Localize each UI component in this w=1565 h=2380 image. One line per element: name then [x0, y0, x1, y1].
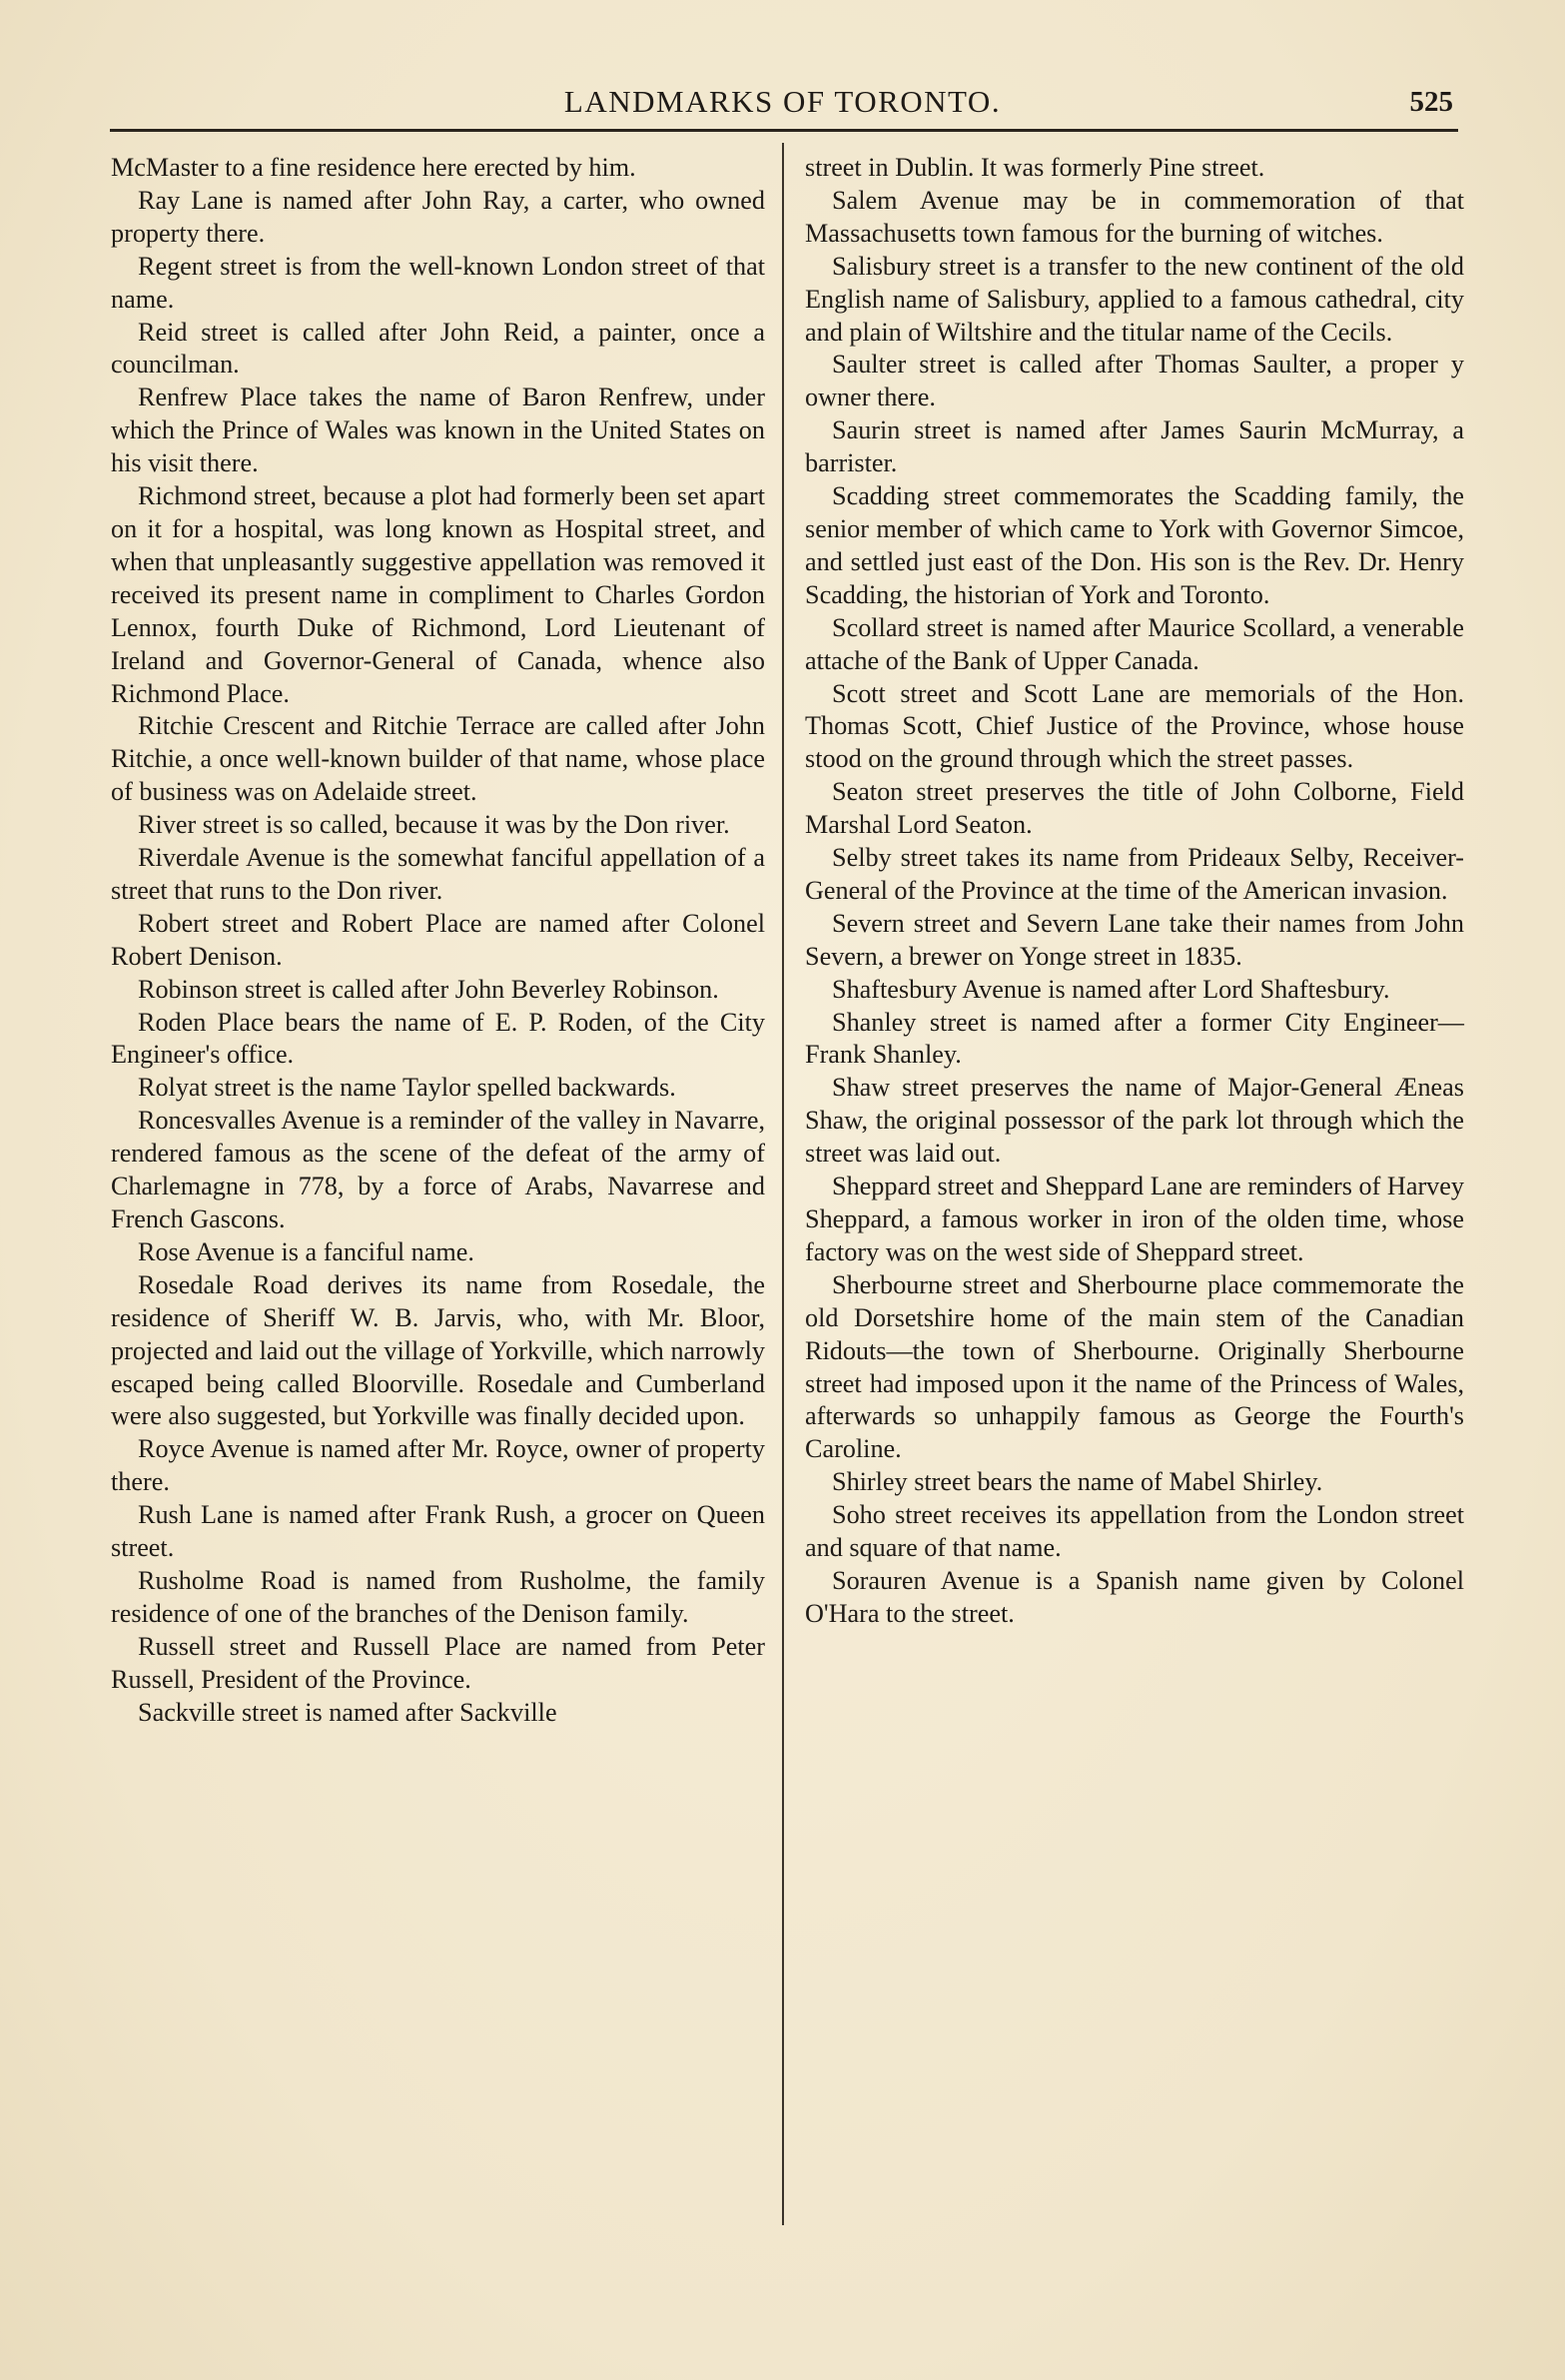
entry-richmond-street: Richmond street, because a plot had formerly been set apart on it for a hospital, was long known as Hospital street, and when that unpleasantly suggestive appellation was removed it received its present name in compliment to Charles Gordon Lennox, fourth Duke of Richmond, Lord Lieutenant of Ireland and Governor-General of Canada, whence also Richmond Place. — [111, 481, 765, 708]
entry-severn-street: Severn street and Severn Lane take their names from John Severn, a brewer on Yonge street in 1835. — [805, 908, 1464, 971]
entry-salem-avenue: Salem Avenue may be in commemoration of that Massachusetts town famous for the burning of witches. — [805, 185, 1464, 248]
entry-sheppard-street: Sheppard street and Sheppard Lane are reminders of Harvey Sheppard, a famous worker in iron of the olden time, whose factory was on the west side of Sheppard street. — [805, 1172, 1464, 1266]
entry-selby-street: Selby street takes its name from Prideaux Selby, Receiver-General of the Province at the time of the American invasion. — [805, 843, 1464, 905]
entry-royce-avenue: Royce Avenue is named after Mr. Royce, owner of property there. — [111, 1434, 765, 1497]
entry-river-street: River street is so called, because it was by the Don river. — [138, 810, 730, 840]
entry-rush-lane: Rush Lane is named after Frank Rush, a grocer on Queen street. — [111, 1500, 765, 1563]
paragraph-continuation: McMaster to a fine residence here erected by him. — [111, 153, 636, 182]
running-title: LANDMARKS OF TORONTO. — [563, 84, 1002, 119]
entry-shaw-street: Shaw street preserves the name of Major-General Æneas Shaw, the original possessor of the park lot through which the street was laid out. — [805, 1073, 1464, 1169]
entry-soho-street: Soho street receives its appellation from the London street and square of that name. — [805, 1500, 1464, 1563]
column-divider — [782, 143, 784, 2225]
entry-shanley-street: Shanley street is named after a former City Engineer—Frank Shanley. — [805, 1007, 1464, 1070]
left-column — [111, 152, 765, 1730]
entry-rolyat-street: Rolyat street is the name Taylor spelled backwards. — [138, 1073, 676, 1103]
entry-seaton-street: Seaton street preserves the title of John Colborne, Field Marshal Lord Seaton. — [805, 777, 1464, 840]
entry-sherbourne-street: Sherbourne street and Sherbourne place commemorate the old Dorsetshire home of the main stem of the Canadian Ridouts—the town of Sherbourne. Originally Sherbourne street had imposed upon it the name of the Princess of Wales, afterwards so unhappily famous as George the Fourth's Caroline. — [805, 1269, 1464, 1464]
header-rule — [110, 129, 1458, 132]
page-number: 525 — [1409, 86, 1453, 118]
paragraph-continuation: street in Dublin. It was formerly Pine street. — [805, 153, 1265, 182]
entry-salisbury-street: Salisbury street is a transfer to the new continent of the old English name of Salisbury, applied to a famous cathedral, city and plain of Wiltshire and the titular name of the Cecils. — [805, 251, 1464, 347]
entry-rusholme-road: Rusholme Road is named from Rusholme, the family residence of one of the branches of the Denison family. — [111, 1565, 765, 1628]
entry-reid-street: Reid street is called after John Reid, a painter, once a councilman. — [111, 317, 765, 380]
entry-saurin-street: Saurin street is named after James Saurin McMurray, a barrister. — [805, 415, 1464, 478]
entry-riverdale-avenue: Riverdale Avenue is the somewhat fanciful appellation of a street that runs to the Don river. — [111, 843, 765, 905]
entry-shirley-street: Shirley street bears the name of Mabel Shirley. — [832, 1467, 1323, 1497]
entry-sackville-street: Sackville street is named after Sackville — [138, 1697, 557, 1727]
entry-scott-street: Scott street and Scott Lane are memorials of the Hon. Thomas Scott, Chief Justice of the Province, whose house stood on the ground through which the street passes. — [805, 678, 1464, 774]
entry-regent-street: Regent street is from the well-known London street of that name. — [111, 251, 765, 314]
entry-russell-street: Russell street and Russell Place are named from Peter Russell, President of the Province. — [111, 1631, 765, 1694]
entry-rosedale-road: Rosedale Road derives its name from Rosedale, the residence of Sheriff W. B. Jarvis, who, with Mr. Bloor, projected and laid out the village of Yorkville, which narrowly escaped being called Bloorville. Rosedale and Cumberland were also suggested, but Yorkville was finally decided upon. — [111, 1269, 765, 1431]
entry-roncesvalles-avenue: Roncesvalles Avenue is a reminder of the valley in Navarre, rendered famous as the scene of the defeat of the army of Charlemagne in 778, by a force of Arabs, Navarrese and French Gascons. — [111, 1106, 765, 1233]
entry-robert-street: Robert street and Robert Place are named after Colonel Robert Denison. — [111, 908, 765, 971]
entry-sorauren-avenue: Sorauren Avenue is a Spanish name given by Colonel O'Hara to the street. — [805, 1565, 1464, 1628]
entry-roden-place: Roden Place bears the name of E. P. Roden, of the City Engineer's office. — [111, 1007, 765, 1070]
running-header — [110, 78, 1455, 124]
entry-scollard-street: Scollard street is named after Maurice Scollard, a venerable attache of the Bank of Upper Canada. — [805, 612, 1464, 675]
right-column — [805, 152, 1464, 1631]
entry-shaftesbury-avenue: Shaftesbury Avenue is named after Lord Shaftesbury. — [832, 974, 1390, 1004]
entry-robinson-street: Robinson street is called after John Beverley Robinson. — [138, 974, 719, 1004]
entry-rose-avenue: Rose Avenue is a fanciful name. — [138, 1236, 474, 1266]
entry-renfrew-place: Renfrew Place takes the name of Baron Renfrew, under which the Prince of Wales was known in the United States on his visit there. — [111, 383, 765, 478]
entry-ray-lane: Ray Lane is named after John Ray, a carter, who owned property there. — [111, 185, 765, 248]
entry-saulter-street: Saulter street is called after Thomas Saulter, a proper y owner there. — [805, 350, 1464, 412]
entry-ritchie-crescent: Ritchie Crescent and Ritchie Terrace are called after John Ritchie, a once well-known builder of that name, whose place of business was on Adelaide street. — [111, 711, 765, 807]
entry-scadding-street: Scadding street commemorates the Scadding family, the senior member of which came to York with Governor Simcoe, and settled just east of the Don. His son is the Rev. Dr. Henry Scadding, the historian of York and Toronto. — [805, 481, 1464, 609]
